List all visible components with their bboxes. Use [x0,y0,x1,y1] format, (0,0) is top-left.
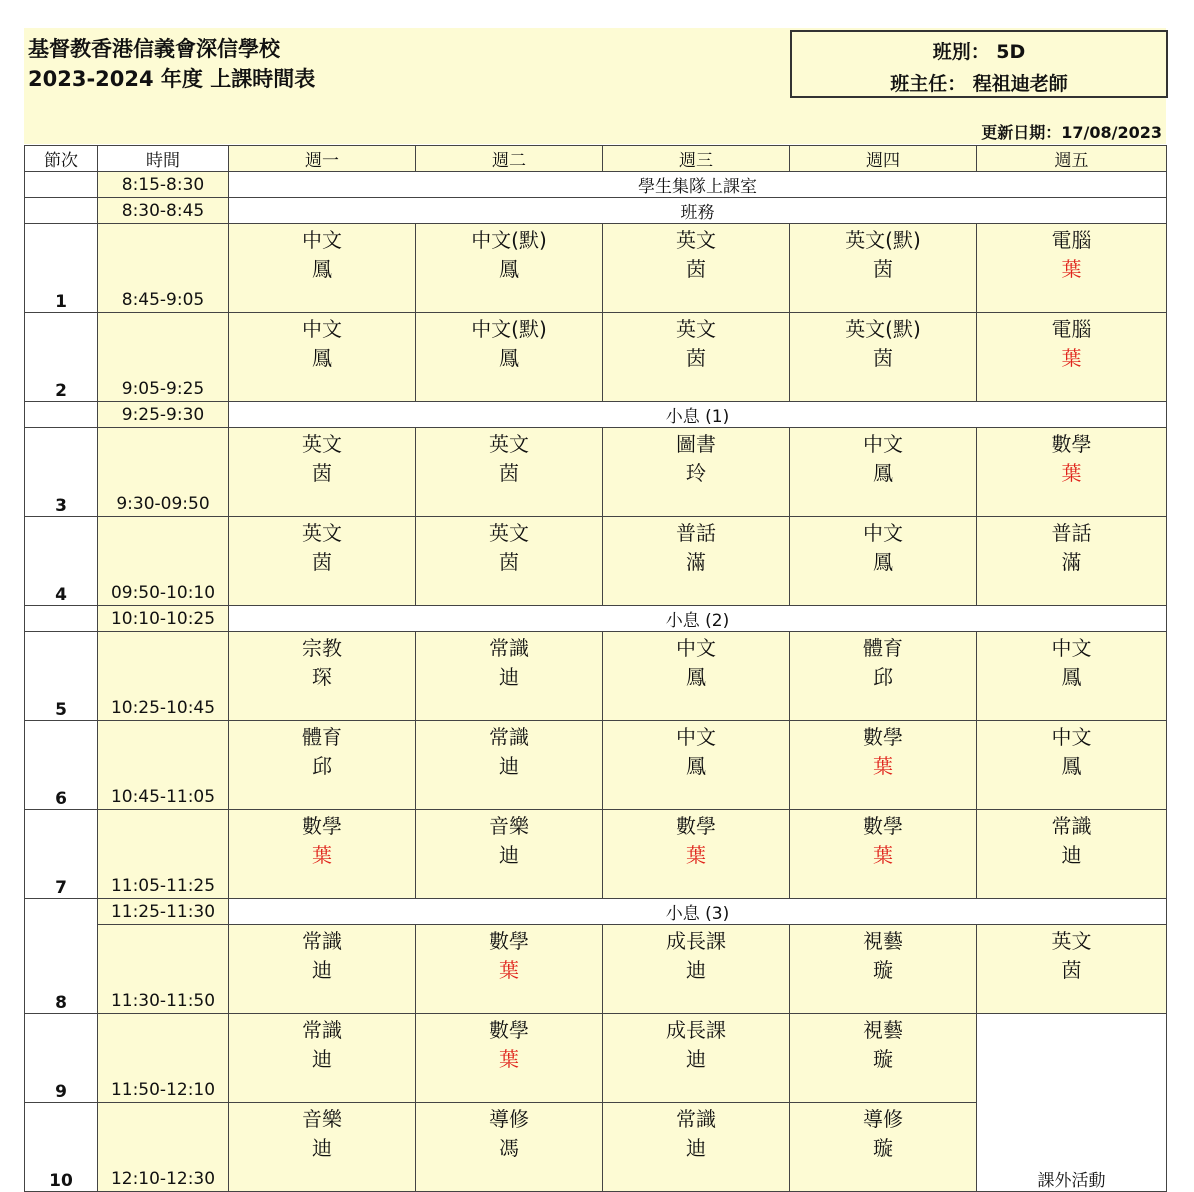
subject-name: 視藝 [863,1018,903,1042]
lesson-cell [603,1014,790,1103]
subject-name: 數學 [489,929,529,953]
lesson-cell [603,810,790,899]
column-header: 週三 [603,146,790,172]
lesson-cell [790,1103,977,1192]
teacher-name: 茵 [499,550,519,574]
subject-name: 數學 [863,725,903,749]
class-info-box [790,30,1168,98]
subject-name: 常識 [302,929,342,953]
period-time: 09:50-10:10 [98,517,229,606]
teacher-name: 迪 [312,1047,332,1071]
period-row [25,428,1167,517]
period-row [25,224,1167,313]
column-header: 週一 [229,146,416,172]
class-teacher-label: 班主任： 程祖迪老師 [890,73,1068,95]
school-name: 基督教香港信義會深信學校 [28,37,280,61]
lesson-cell [977,224,1167,313]
subject-name: 成長課 [666,1018,726,1042]
subject-name: 中文 [302,228,342,252]
lesson-cell [229,224,416,313]
period-time: 8:45-9:05 [98,224,229,313]
teacher-name: 葉 [686,843,706,867]
teacher-name: 葉 [1061,461,1082,485]
teacher-name: 葉 [499,958,519,982]
lesson-cell [790,632,977,721]
period-row [25,632,1167,721]
teacher-name: 迪 [312,1136,332,1160]
lesson-cell [416,224,603,313]
lesson-cell [416,721,603,810]
teacher-name: 迪 [499,665,519,689]
lesson-cell [603,721,790,810]
period-number: 4 [25,517,98,606]
lesson-cell [229,632,416,721]
period-number-blank [25,606,98,632]
teacher-name: 邱 [312,754,332,778]
subject-name: 中文 [1051,636,1092,660]
lesson-cell [790,517,977,606]
subject-name: 英文 [489,432,529,456]
period-time: 11:30-11:50 [98,925,229,1014]
subject-name: 常識 [1051,814,1092,838]
timetable-year-title: 2023-2024 年度 上課時間表 [28,67,316,91]
teacher-name: 玲 [686,461,706,485]
lesson-cell [416,632,603,721]
period-time: 9:05-9:25 [98,313,229,402]
period-row [25,1014,1167,1103]
lesson-cell [790,721,977,810]
period-time: 11:05-11:25 [98,810,229,899]
subject-name: 中文 [676,636,716,660]
lesson-cell [229,925,416,1014]
teacher-name: 璇 [873,1047,893,1071]
teacher-name: 鳳 [1061,754,1082,778]
subject-name: 常識 [489,636,529,660]
lesson-cell [790,810,977,899]
lesson-cell [790,925,977,1014]
lesson-cell [229,313,416,402]
teacher-name: 迪 [686,1047,706,1071]
teacher-name: 葉 [1061,257,1082,281]
lesson-cell [977,632,1167,721]
lesson-cell [229,1014,416,1103]
period-number: 6 [25,721,98,810]
subject-name: 導修 [489,1107,529,1131]
break-row [25,606,1167,632]
lesson-cell [416,517,603,606]
subject-name: 英文 [676,317,716,341]
teacher-name: 鳳 [873,461,893,485]
period-number: 8 [25,899,98,1014]
subject-name: 常識 [489,725,529,749]
teacher-name: 迪 [686,958,706,982]
break-row [25,198,1167,224]
subject-name: 英文 [302,432,342,456]
period-row [25,810,1167,899]
subject-name: 中文 [302,317,342,341]
subject-name: 數學 [863,814,903,838]
subject-name: 數學 [302,814,342,838]
subject-name: 體育 [302,725,342,749]
subject-name: 英文 [1051,929,1092,953]
break-time: 8:30-8:45 [98,198,229,224]
subject-name: 中文 [863,432,903,456]
period-number: 9 [25,1014,98,1103]
period-time: 12:10-12:30 [98,1103,229,1192]
column-header: 時間 [98,146,229,172]
subject-name: 導修 [863,1107,903,1131]
lesson-cell [416,810,603,899]
lesson-cell [977,517,1167,606]
break-label: 班務 [229,198,1167,224]
teacher-name: 邱 [873,665,893,689]
lesson-cell [977,313,1167,402]
subject-name: 中文 [676,725,716,749]
lesson-cell [229,810,416,899]
break-row [25,172,1167,198]
period-time: 10:25-10:45 [98,632,229,721]
break-label: 學生集隊上課室 [229,172,1167,198]
header-row [25,146,1167,172]
lesson-cell [603,925,790,1014]
teacher-name: 茵 [873,346,893,370]
subject-name: 常識 [302,1018,342,1042]
period-number: 7 [25,810,98,899]
teacher-name: 鳳 [873,550,893,574]
lesson-cell [603,428,790,517]
lesson-cell [603,224,790,313]
subject-name: 電腦 [1051,317,1092,341]
break-time: 8:15-8:30 [98,172,229,198]
teacher-name: 鳳 [686,754,706,778]
subject-name: 電腦 [1051,228,1092,252]
lesson-cell [416,428,603,517]
break-label: 小息 (3) [229,899,1167,925]
teacher-name: 滿 [686,550,706,574]
teacher-name: 葉 [1061,346,1082,370]
break-time: 11:25-11:30 [98,899,229,925]
period-number: 2 [25,313,98,402]
lesson-cell [790,428,977,517]
break-time: 9:25-9:30 [98,402,229,428]
teacher-name: 迪 [499,843,519,867]
break-row [25,899,1167,925]
teacher-name: 迪 [499,754,519,778]
teacher-name: 鳳 [1061,665,1082,689]
teacher-name: 迪 [1061,843,1082,867]
break-time: 10:10-10:25 [98,606,229,632]
period-time: 9:30-09:50 [98,428,229,517]
column-header: 週二 [416,146,603,172]
lesson-cell [977,721,1167,810]
teacher-name: 鳳 [499,257,519,281]
period-row [25,925,1167,1014]
subject-name: 音樂 [302,1107,342,1131]
break-label: 小息 (2) [229,606,1167,632]
teacher-name: 璇 [873,1136,893,1160]
subject-name: 英文(默) [845,228,921,252]
teacher-name: 茵 [499,461,519,485]
break-row [25,402,1167,428]
subject-name: 數學 [676,814,716,838]
class-label: 班別： 5D [932,41,1026,63]
period-number: 10 [25,1103,98,1192]
period-number: 3 [25,428,98,517]
column-header: 週五 [977,146,1167,172]
column-header: 節次 [25,146,98,172]
lesson-cell [977,428,1167,517]
lesson-cell [790,313,977,402]
lesson-cell [229,517,416,606]
teacher-name: 茵 [312,550,332,574]
lesson-cell [229,721,416,810]
subject-name: 普話 [1051,521,1092,545]
lesson-cell [603,632,790,721]
lesson-cell [229,428,416,517]
teacher-name: 茵 [686,257,706,281]
teacher-name: 琛 [312,665,332,689]
page-title [28,34,315,94]
subject-name: 音樂 [489,814,529,838]
subject-name: 中文(默) [471,228,547,252]
teacher-name: 茵 [1061,958,1082,982]
subject-name: 英文 [676,228,716,252]
lesson-cell [977,925,1167,1014]
teacher-name: 鳳 [312,257,332,281]
subject-name: 成長課 [666,929,726,953]
period-number: 5 [25,632,98,721]
teacher-name: 迪 [686,1136,706,1160]
lesson-cell [229,1103,416,1192]
lesson-cell [603,517,790,606]
column-header: 週四 [790,146,977,172]
teacher-name: 鳳 [686,665,706,689]
period-number-blank [25,198,98,224]
subject-name: 普話 [676,521,716,545]
teacher-name: 葉 [312,843,332,867]
break-label: 小息 (1) [229,402,1167,428]
teacher-name: 璇 [873,958,893,982]
extracurricular-activity: 課外活動 [977,1014,1167,1192]
lesson-cell [603,1103,790,1192]
updated-date: 更新日期：17/08/2023 [981,123,1162,142]
period-row [25,517,1167,606]
lesson-cell [416,925,603,1014]
lesson-cell [416,313,603,402]
subject-name: 宗教 [302,636,342,660]
lesson-cell [790,1014,977,1103]
subject-name: 英文 [302,521,342,545]
subject-name: 常識 [676,1107,716,1131]
timetable [24,145,1167,1192]
subject-name: 中文(默) [471,317,547,341]
subject-name: 中文 [863,521,903,545]
teacher-name: 迪 [312,958,332,982]
subject-name: 英文(默) [845,317,921,341]
lesson-cell [416,1014,603,1103]
teacher-name: 茵 [686,346,706,370]
teacher-name: 滿 [1061,550,1082,574]
lesson-cell [790,224,977,313]
period-time: 10:45-11:05 [98,721,229,810]
period-number-blank [25,402,98,428]
lesson-cell [416,1103,603,1192]
teacher-name: 葉 [873,843,893,867]
teacher-name: 茵 [873,257,893,281]
lesson-cell [603,313,790,402]
teacher-name: 鳳 [312,346,332,370]
period-row [25,313,1167,402]
period-row [25,721,1167,810]
teacher-name: 鳳 [499,346,519,370]
subject-name: 視藝 [863,929,903,953]
lesson-cell [977,810,1167,899]
subject-name: 數學 [1051,432,1092,456]
teacher-name: 葉 [499,1047,519,1071]
teacher-name: 馮 [499,1136,519,1160]
subject-name: 英文 [489,521,529,545]
subject-name: 圖書 [676,432,716,456]
subject-name: 數學 [489,1018,529,1042]
subject-name: 體育 [863,636,903,660]
teacher-name: 葉 [873,754,893,778]
period-number-blank [25,172,98,198]
period-number: 1 [25,224,98,313]
teacher-name: 茵 [312,461,332,485]
subject-name: 中文 [1051,725,1092,749]
period-time: 11:50-12:10 [98,1014,229,1103]
